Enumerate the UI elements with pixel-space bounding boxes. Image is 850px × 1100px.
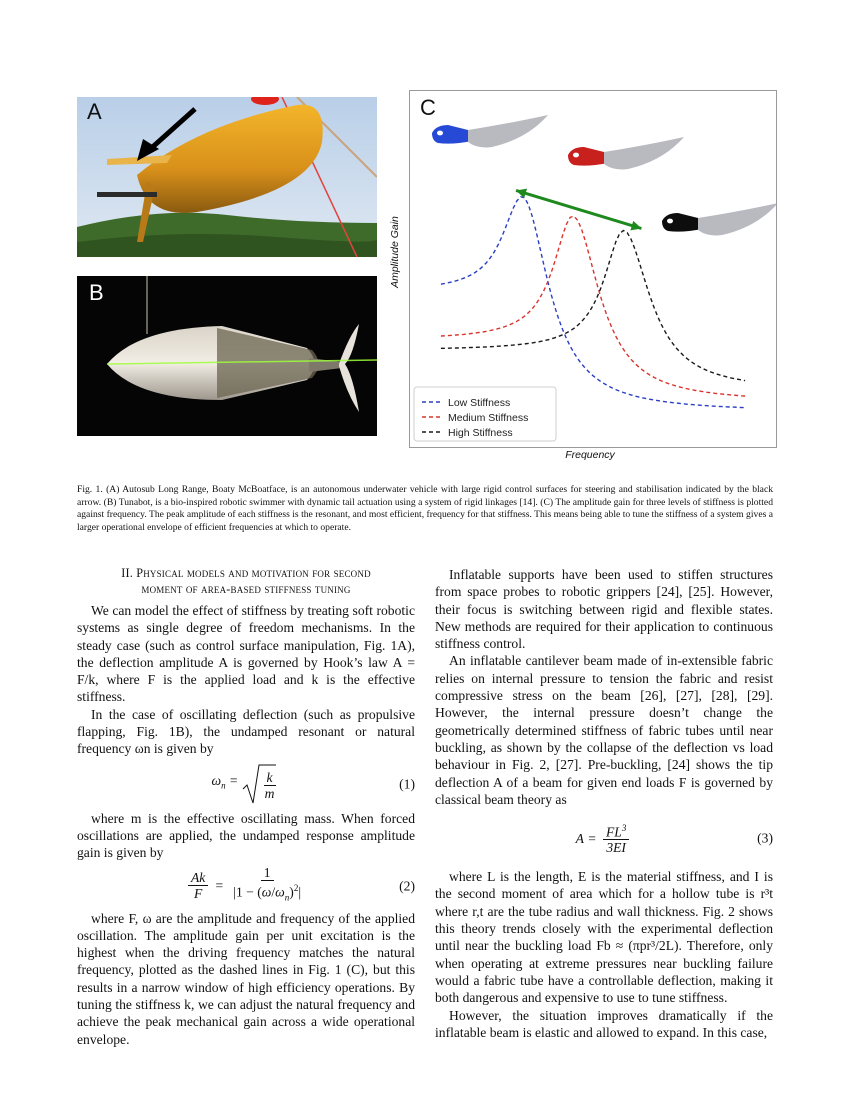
section-title-line2: moment of area-based stiffness tuning [141, 581, 351, 596]
fish-eye-3 [667, 219, 673, 224]
x-axis-label: Frequency [565, 449, 615, 461]
amplitude-gain-chart [409, 90, 777, 448]
legend-label: Medium Stiffness [448, 412, 529, 424]
series-line-high-stiffness [441, 231, 745, 381]
left-paragraph-4: where F, ω are the amplitude and frequency of the applied oscillation. The amplitude gain per unit excitation is the highest when the driving frequency matches the natural frequency, plotted as the dashed lines in Fig. 1 (C), but this results in a narrow window of high efficiency operations. By tuning the stiffness k, we can adjust the natural frequency and achieve the peak mechanical gain across a wide operational envelope. [77, 910, 415, 1047]
left-paragraph-3: where m is the effective oscillating mass. When forced oscillations are applied, the undamped response amplitude gain is given by [77, 810, 415, 861]
left-column [77, 566, 415, 1048]
left-paragraph-1: We can model the effect of stiffness by treating soft robotic systems as single degree of freedom mechanisms. In the steady case (such as control surface manipulation, Fig. 1A), the deflection amplitude A is governed by Hook’s law A = F/k, where F is the applied load and k is the effective stiffness. [77, 603, 415, 705]
photo-tunabot [77, 276, 377, 436]
fish-tail-3 [698, 203, 776, 235]
resonance-shift-arrow [516, 190, 641, 228]
fish-icon-1 [432, 115, 548, 147]
panel-label-c: C [420, 95, 436, 120]
figure-caption: Fig. 1. (A) Autosub Long Range, Boaty McBoatface, is an autonomous underwater vehicle with large rigid control surfaces for steering and stabilisation indicated by the black arrow. (B) Tunabot, is a bio-inspired robotic swimmer with dynamic tail actuation using a system of rigid linkages [14]. (C) The amplitude gain for three levels of stiffness is plotted against frequency. The peak amplitude of each stiffness is the resonant, and most efficient, frequency for that stiffness. This means being able to tune the stiffness of a system gives a larger operational envelope of efficient frequencies at which to operate. [77, 484, 773, 533]
chart-canvas [410, 91, 776, 447]
left-paragraph-2: In the case of oscillating deflection (such as propulsive flapping, Fig. 1B), the undamped resonant or natural frequency ωn is given by [77, 706, 415, 757]
right-paragraph-3: where L is the length, E is the material stiffness, and I is the second moment of area which for a hollow tube is r³t where r,t are the tube radius and wall thickness. Fig. 2 shows this theory trends closely with the experimental deflection until near the buckling load Fb ≈ (πpr³/2L). Therefore, only when operating at extreme pressures near buckling failure would a fabric tube have a controllable deflection, making it both dangerous and expensive to use to tune stiffness. [435, 869, 773, 1006]
legend-label: Low Stiffness [448, 397, 511, 409]
equation-3: A = $\frac{FL^3}{3EI}$ (3) [575, 822, 773, 856]
legend-label: High Stiffness [448, 427, 513, 439]
section-number: II. [121, 566, 133, 580]
fish-eye-2 [573, 153, 579, 158]
equation-1: $\omega_n$ = $\frac{k}{m}$ (1) [77, 758, 415, 810]
equation-2: $\frac{Ak}{F}$ = $\frac{1}{|1 - (\omega/\omega_n)^2|}$ (2) [77, 862, 415, 910]
equation-2-number: (2) [399, 877, 415, 893]
fish-eye-1 [437, 131, 443, 136]
y-axis-label-wrap [385, 196, 405, 316]
fish-icon-2 [568, 137, 684, 169]
fish-tail-1 [468, 115, 548, 147]
fish-icon-3 [662, 203, 776, 235]
autosub-illustration [77, 97, 377, 257]
section-title-line1: Physical models and motivation for second [136, 566, 371, 580]
equation-1-number: (1) [399, 776, 415, 792]
equation-3-number: (3) [757, 830, 773, 846]
y-axis-label: Amplitude Gain [389, 216, 401, 288]
right-paragraph-2: An inflatable cantilever beam made of in-extensible fabric relies on internal pressure to tension the fabric and resist compressive stress on the beam [26], [27], [28], [29]. However, the internal pressure doesn’t change the geometrically determined stiffness of fabric tubes until near buckling, as shown by the collapse of the deflection vs load behaviour in Fig. 2, [27]. Pre-buckling, [24] shows the tip deflection A of a beam for given end loads F is governed by classical beam theory as [435, 653, 773, 807]
fish-tail-2 [604, 137, 684, 169]
series-line-medium-stiffness [441, 216, 745, 396]
panel-label-a: A [87, 99, 102, 124]
right-paragraph-4: However, the situation improves dramatically if the inflatable beam is elastic and allowed to expand. In this case, [435, 1007, 773, 1040]
right-paragraph-1: Inflatable supports have been used to stiffen structures from space probes to robotic grippers [24], [25]. However, their focus is switching between rigid and flexible states. New methods are required for their application to continuous stiffness control. [435, 567, 773, 652]
section-heading [77, 566, 415, 597]
right-column [435, 566, 773, 1041]
photo-autosub [77, 97, 377, 257]
panel-label-b: B [89, 280, 104, 305]
tunabot-illustration [77, 276, 377, 436]
